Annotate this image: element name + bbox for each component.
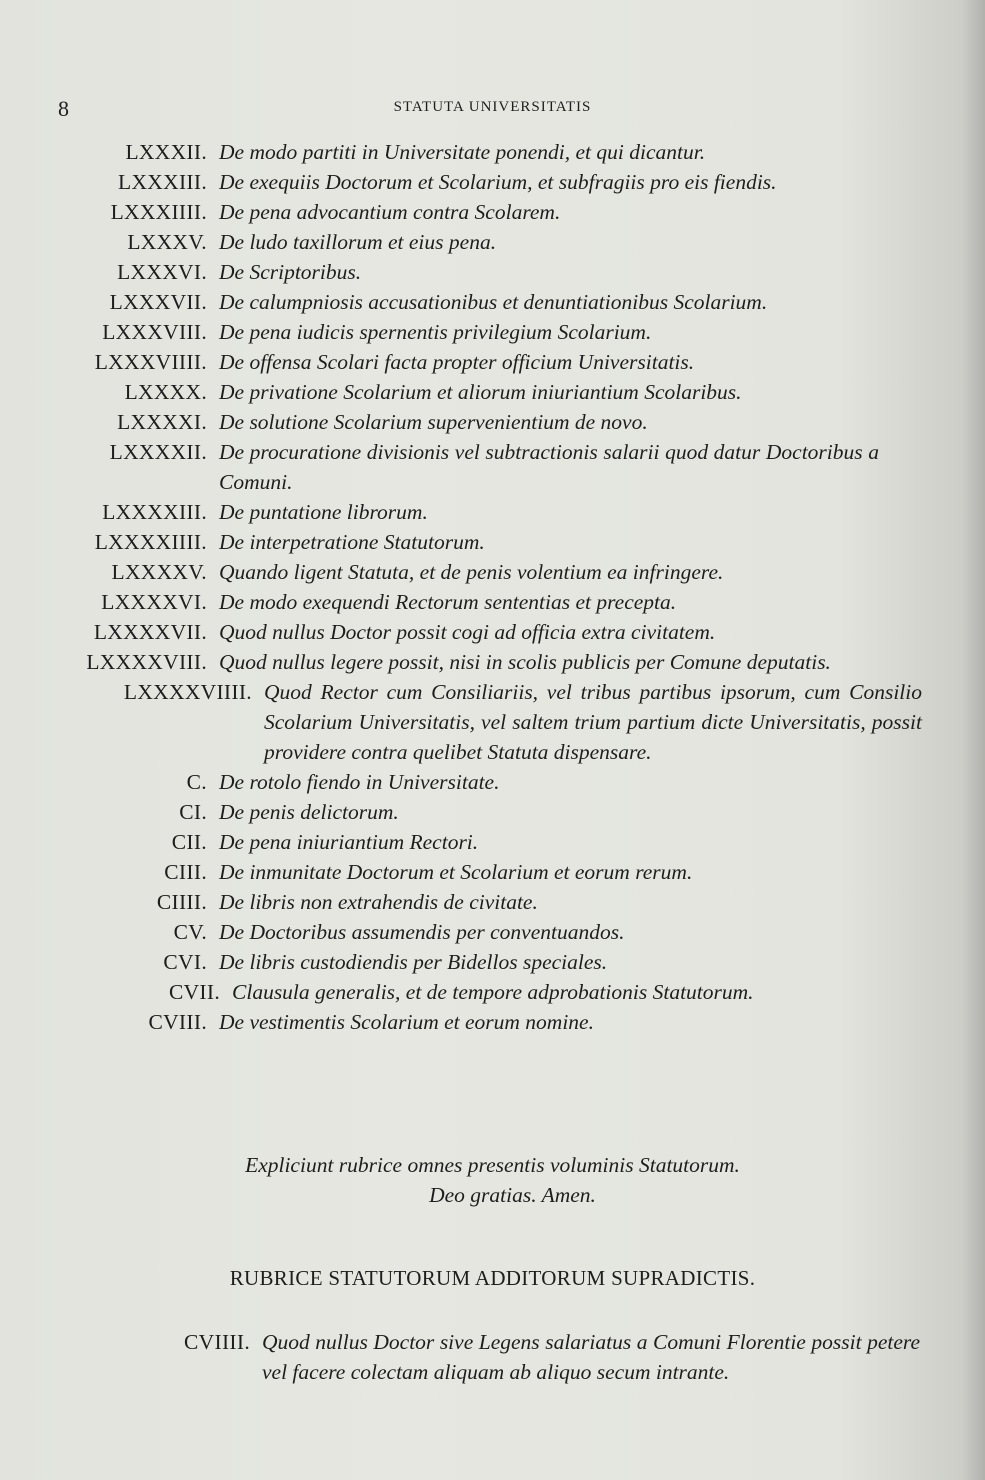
- rubric-title: De ludo taxillorum et eius pena.: [219, 230, 497, 254]
- rubric-entry: [0, 167, 985, 197]
- rubric-entry: [0, 197, 985, 227]
- rubric-entry: [0, 497, 985, 527]
- rubric-number: LXXXVI.: [117, 260, 207, 284]
- closing-formula: [0, 1150, 985, 1210]
- rubric-entry: [0, 977, 985, 1007]
- rubric-title: De pena iudicis spernentis privilegium Scolarium.: [219, 320, 652, 344]
- rubric-number: CVIIII.: [184, 1330, 250, 1354]
- rubric-entry: [0, 1007, 985, 1037]
- rubric-number: LXXXV.: [127, 230, 207, 254]
- rubric-title: De interpetratione Statutorum.: [219, 530, 485, 554]
- rubric-entry: [0, 137, 985, 167]
- rubric-title: Quod nullus Doctor sive Legens salariatus a Comuni Florentie possit petere vel facere colectam aliquam ab aliquo secum intrante.: [262, 1330, 920, 1384]
- rubric-title: De libris custodiendis per Bidellos speciales.: [219, 950, 608, 974]
- section-heading: RUBRICE STATUTORUM ADDITORUM SUPRADICTIS.: [229, 1266, 756, 1290]
- rubric-title: De libris non extrahendis de civitate.: [219, 890, 538, 914]
- rubric-number: LXXXXII.: [109, 440, 207, 464]
- rubric-number: LXXXXIIII.: [94, 530, 207, 554]
- rubric-number: LXXXXVIIII.: [123, 680, 252, 704]
- rubric-title: De calumpniosis accusationibus et denuntiationibus Scolarium.: [219, 290, 768, 314]
- rubric-entry: [0, 437, 985, 497]
- page-header: [0, 96, 985, 120]
- rubric-entry: [0, 587, 985, 617]
- rubric-title: Clausula generalis, et de tempore adprobationis Statutorum.: [232, 980, 754, 1004]
- rubric-title: De pena iniuriantium Rectori.: [219, 830, 479, 854]
- rubric-number: CII.: [171, 830, 207, 854]
- rubric-title: De vestimentis Scolarium et eorum nomine.: [219, 1010, 594, 1034]
- rubric-title: De Scriptoribus.: [219, 260, 362, 284]
- rubric-entry: [0, 557, 985, 587]
- rubric-title: De modo partiti in Universitate ponendi, et qui dicantur.: [219, 140, 706, 164]
- rubric-title: De puntatione librorum.: [219, 500, 428, 524]
- rubric-title: De rotolo fiendo in Universitate.: [219, 770, 500, 794]
- rubric-entry: [0, 377, 985, 407]
- rubric-number: CV.: [173, 920, 207, 944]
- rubric-list: [0, 137, 985, 1037]
- rubric-number: CIII.: [164, 860, 207, 884]
- rubric-number: LXXXX.: [124, 380, 207, 404]
- rubric-entry: [0, 257, 985, 287]
- rubric-number: C.: [186, 770, 207, 794]
- rubric-number: CVII.: [168, 980, 220, 1004]
- rubric-number: CVI.: [163, 950, 207, 974]
- rubric-entry: [0, 827, 985, 857]
- rubric-number: LXXXIII.: [118, 170, 207, 194]
- explicit-line: Expliciunt rubrice omnes presentis voluminis Statutorum.: [245, 1153, 740, 1177]
- rubric-entry: [0, 287, 985, 317]
- rubric-number: LXXXXVII.: [93, 620, 207, 644]
- rubric-entry: [0, 647, 985, 677]
- rubric-entry: [0, 317, 985, 347]
- rubric-number: LXXXXVIII.: [86, 650, 207, 674]
- rubric-number: LXXXIIII.: [110, 200, 207, 224]
- rubric-number: CVIII.: [148, 1010, 207, 1034]
- rubric-number: CIIII.: [156, 890, 207, 914]
- rubric-number: LXXXXVI.: [101, 590, 207, 614]
- rubric-entry: [0, 617, 985, 647]
- rubric-entry: [0, 947, 985, 977]
- rubric-title: Quod nullus legere possit, nisi in scolis publicis per Comune deputatis.: [219, 650, 831, 674]
- rubric-number: CI.: [179, 800, 207, 824]
- rubric-title: De exequiis Doctorum et Scolarium, et subfragiis pro eis fiendis.: [219, 170, 777, 194]
- page-number: 8: [58, 96, 69, 121]
- rubric-title: De inmunitate Doctorum et Scolarium et eorum rerum.: [219, 860, 693, 884]
- rubric-number: LXXXVIIII.: [94, 350, 207, 374]
- rubric-title: Quod nullus Doctor possit cogi ad officia extra civitatem.: [219, 620, 716, 644]
- rubric-title: De pena advocantium contra Scolarem.: [219, 200, 561, 224]
- rubric-entry: [0, 887, 985, 917]
- rubric-number: LXXXVIII.: [102, 320, 207, 344]
- rubric-title: De penis delictorum.: [219, 800, 399, 824]
- rubric-entry: [0, 347, 985, 377]
- rubric-title: De solutione Scolarium supervenientium de novo.: [219, 410, 648, 434]
- rubric-entry: [0, 677, 985, 767]
- rubric-title: De offensa Scolari facta propter officium Universitatis.: [219, 350, 695, 374]
- rubric-entry: [0, 917, 985, 947]
- rubric-title: Quando ligent Statuta, et de penis volentium ea infringere.: [219, 560, 724, 584]
- rubric-entry: [0, 857, 985, 887]
- rubric-number: LXXXVII.: [109, 290, 207, 314]
- rubric-entry: [0, 227, 985, 257]
- rubric-title: De privatione Scolarium et aliorum iniuriantium Scolaribus.: [219, 380, 742, 404]
- rubric-number: LXXXII.: [125, 140, 207, 164]
- deo-gratias-line: Deo gratias. Amen.: [429, 1183, 596, 1207]
- rubric-entry: [0, 527, 985, 557]
- rubric-number: LXXXXV.: [111, 560, 207, 584]
- rubric-entry: [0, 1327, 985, 1387]
- rubric-number: LXXXXIII.: [102, 500, 207, 524]
- running-title: STATUTA UNIVERSITATIS: [393, 99, 592, 115]
- page-spine-shadow: [961, 0, 985, 1480]
- rubric-title: De Doctoribus assumendis per conventuandos.: [219, 920, 625, 944]
- rubric-entry: [0, 407, 985, 437]
- rubric-title: De procuratione divisionis vel subtractionis salarii quod datur Doctoribus a Comuni.: [219, 440, 879, 494]
- rubric-title: De modo exequendi Rectorum sententias et precepta.: [219, 590, 677, 614]
- rubric-number: LXXXXI.: [117, 410, 207, 434]
- rubric-entry: [0, 767, 985, 797]
- rubric-entry: [0, 797, 985, 827]
- rubric-title: Quod Rector cum Consiliariis, vel tribus partibus ipsorum, cum Consilio Scolarium Universitatis, vel saltem trium partium dicte Universitatis, possit providere contra quelibet Statuta dispensare.: [264, 680, 922, 764]
